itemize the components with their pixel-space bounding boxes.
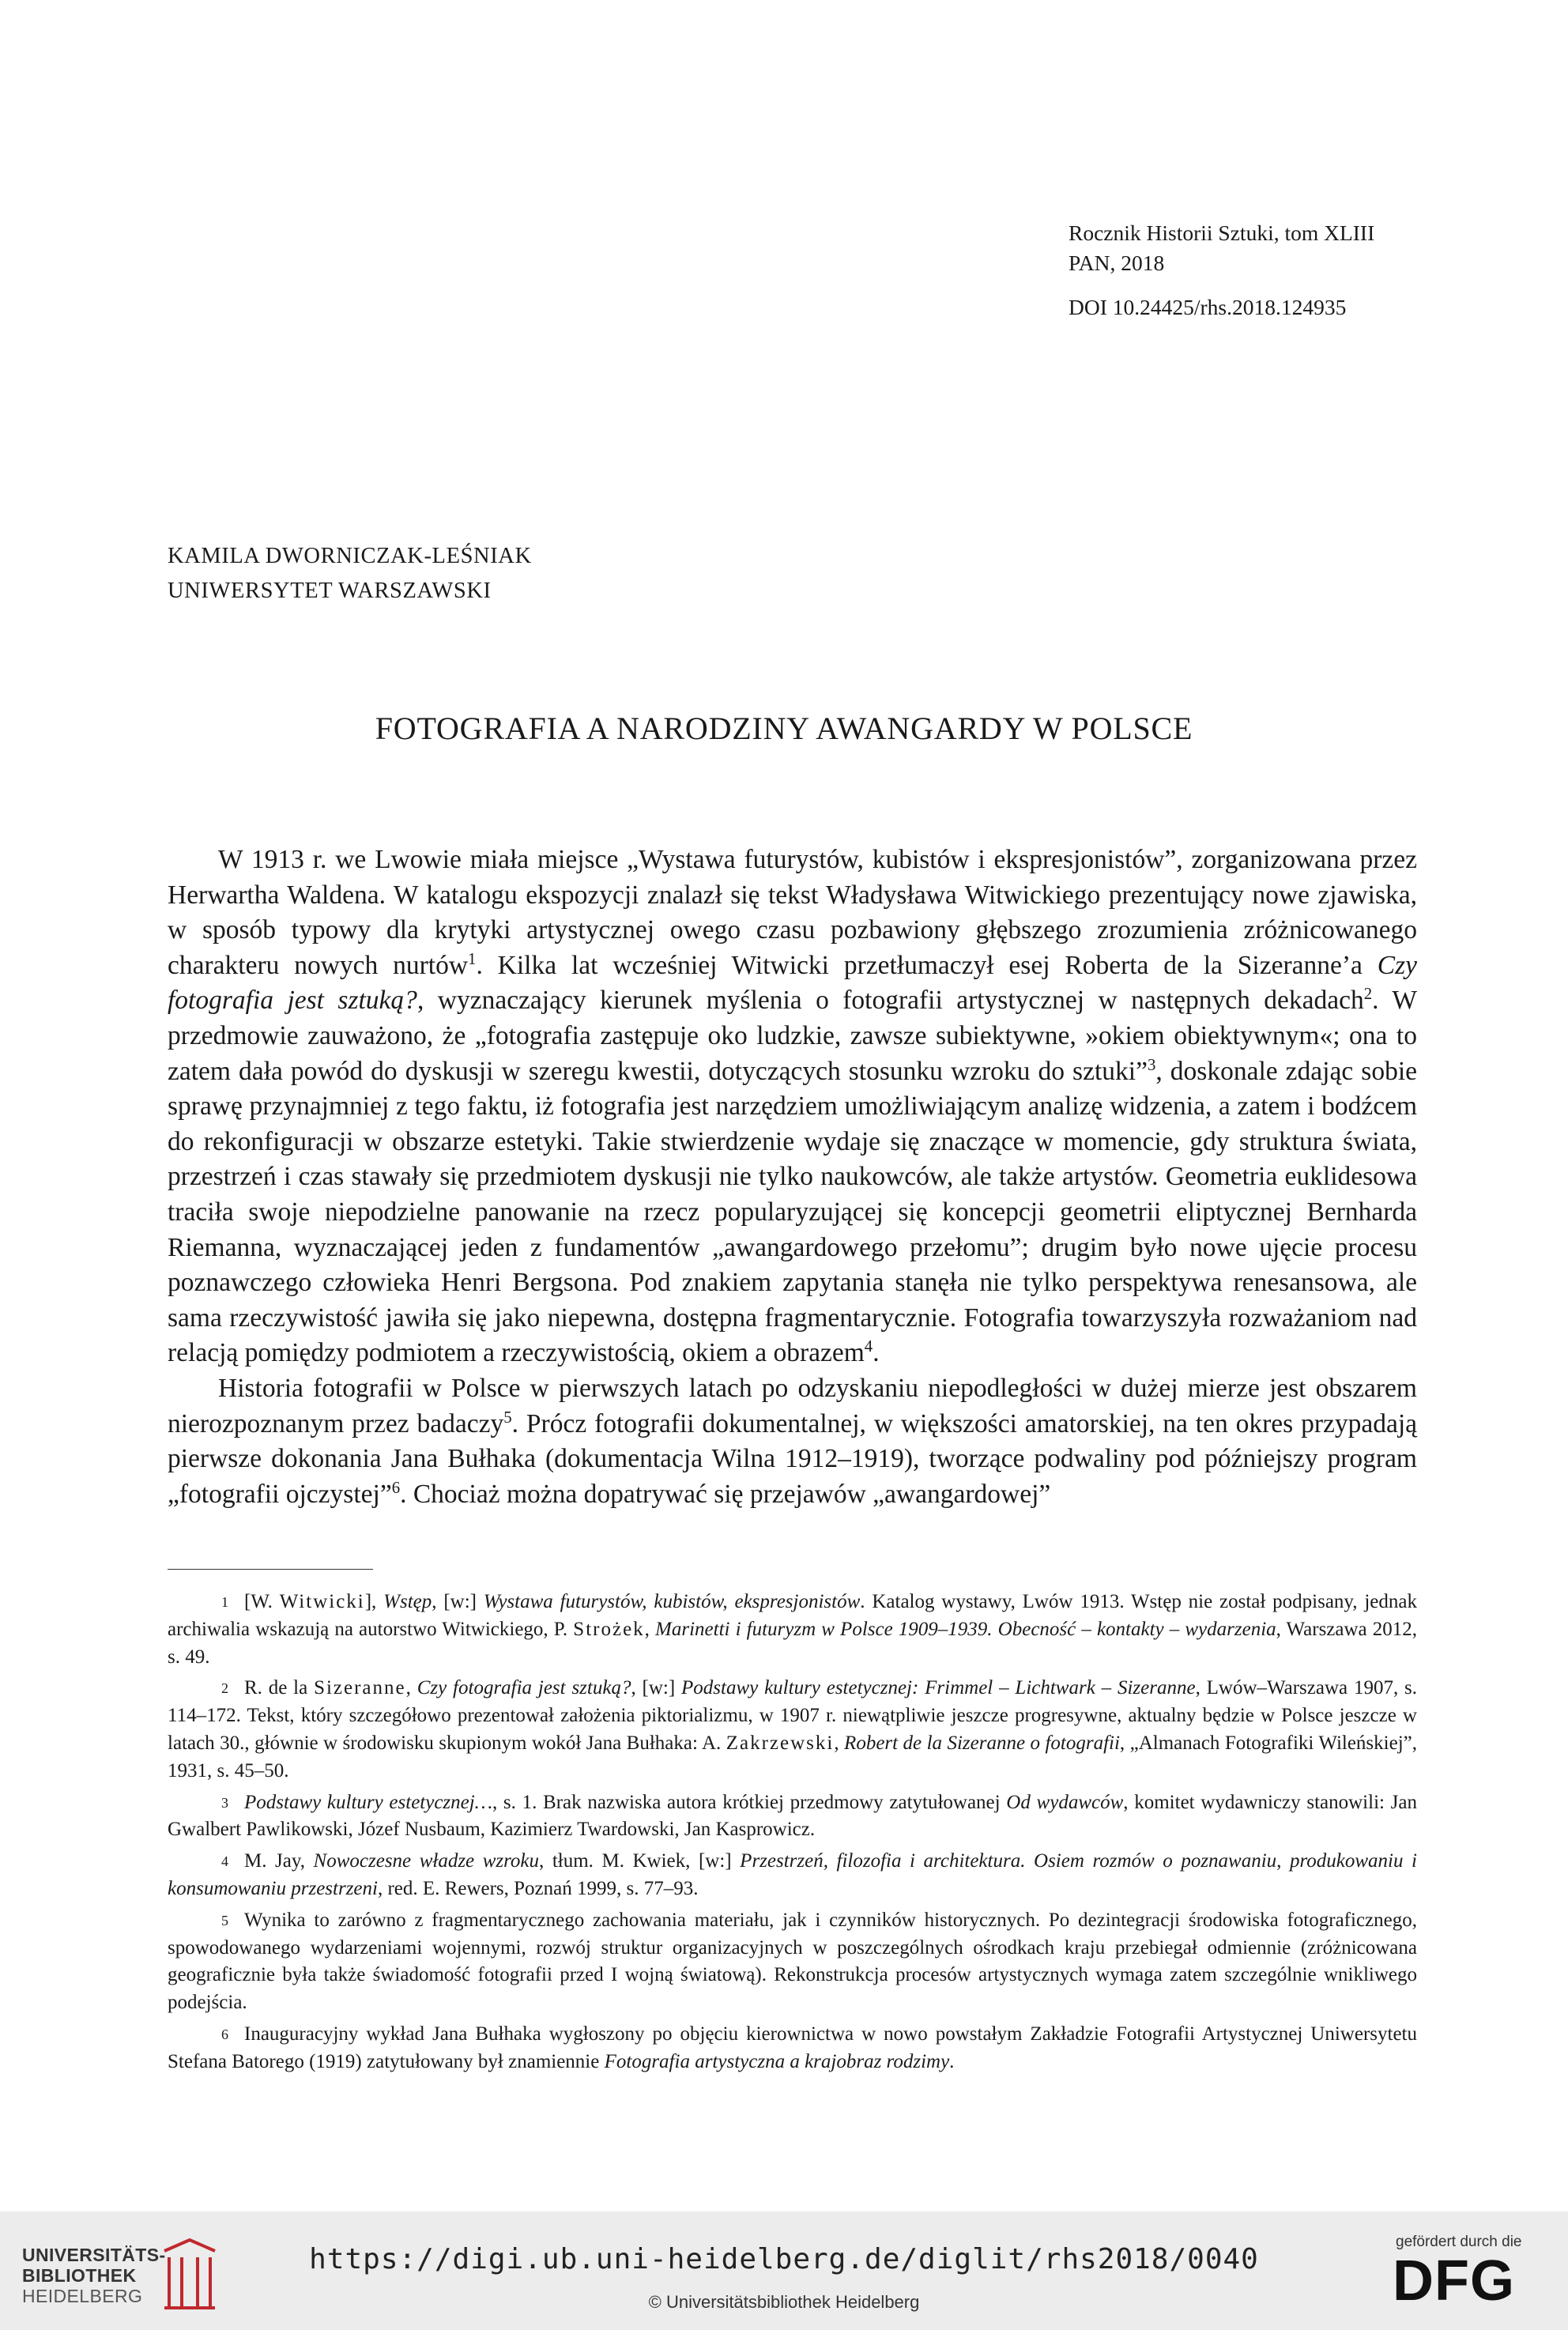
footnote-ref-6[interactable]: 6 [391,1478,401,1497]
author-affiliation: UNIWERSYTET WARSZAWSKI [168,579,492,603]
permalink-url[interactable]: https://digi.ub.uni-heidelberg.de/diglit/rhs2018/0040 [309,2243,1259,2275]
funder-note: gefördert durch die [1396,2234,1522,2250]
footnote-ref-4[interactable]: 4 [864,1337,873,1356]
journal-doi: DOI 10.24425/rhs.2018.124935 [1069,295,1347,319]
copyright-notice: © Universitätsbibliothek Heidelberg [648,2292,920,2312]
footnote-number: 1 [221,1594,228,1610]
footnote-ref-1[interactable]: 1 [468,949,477,968]
footnote-number: 4 [221,1853,228,1870]
library-name-line1: UNIVERSITÄTS- [22,2245,166,2265]
author-block [168,539,532,609]
article-title: FOTOGRAFIA A NARODZINY AWANGARDY W POLSCE [375,711,1193,746]
paragraph-2: Historia fotografii w Polsce w pierwszych latach po odzyskaniu niepodległości w dużej mierze jest obszarem nierozpoznanym przez badaczy$^5$. Prócz fotografii dokumentalnej, w większości amatorskiej, na ten okres przypadają pierwsze dokonania Jana Bułhaka (dokumentacja Wilna 1912–1919), tworzące podwaliny pod późniejszy program „fotografii ojczystej”$^6$. Chociaż można dopatrywać się przejawów „awangardowej” [168,1373,1418,1509]
dfg-logo[interactable]: DFG [1393,2249,1515,2313]
library-name-line3: HEIDELBERG [22,2286,143,2306]
author-name: KAMILA DWORNICZAK-LEŚNIAK [168,544,532,568]
footnote-ref-3[interactable]: 3 [1147,1055,1156,1074]
footnote-number: 2 [221,1680,228,1697]
journal-header [1069,218,1400,322]
footnote-divider [168,1569,373,1570]
footnote-5: 5 Wynika to zarówno z fragmentarycznego zachowania materiału, jak i czynników historycznych. Po dezintegracji środowiska fotograficznego, spowodowanego wydarzeniami wojennymi, rozwój struktur organizacyjnych w poszczególnych ośrodkach kraju przebiegał odmiennie (zróżnicowana geograficznie była także świadomość fotografii przed I wojną światową). Rekonstrukcja procesów artystycznych wymaga zatem szczególnie wnikliwego podejścia. [168,1907,1417,2017]
footnote-ref-5[interactable]: 5 [503,1408,512,1427]
footnote-2: 2 R. de la Sizeranne, Czy fotografia jest sztuką?, [w:] Podstawy kultury estetycznej: Frimmel – Lichtwark – Sizeranne, Lwów–Warszawa 1907, s. 114–172. Tekst, który szczegółowo prezentował założenia piktorializmu, w 1907 r. niewątpliwie jeszcze progresywne, aktualny będzie w Polsce jeszcze w latach 30., głównie w środowisku skupionym wokół Jana Bułhaka: A. Zakrzewski, Robert de la Sizeranne o fotografii, „Almanach Fotografiki Wileńskiej”, 1931, s. 45–50. [168,1675,1417,1785]
footnote-1: 1 [W. Witwicki], Wstęp, [w:] Wystawa futurystów, kubistów, ekspresjonistów. Katalog wystawy, Lwów 1913. Wstęp nie został podpisany, jednak archiwalia wskazują na autorstwo Witwickiego, P. Strożek, Marinetti i futuryzm w Polsce 1909–1939. Obecność – kontakty – wydarzenia, Warszawa 2012, s. 49. [168,1589,1417,1671]
footnote-number: 5 [221,1912,228,1928]
footnotes [168,1589,1417,2076]
footnote-6: 6 Inauguracyjny wykład Jana Bułhaka wygłoszony po objęciu kierownictwa w nowo powstałym Zakładzie Fotografii Artystycznej Uniwersytetu Stefana Batorego (1919) zatytułowany był znamiennie Fotografia artystyczna a krajobraz rodzimy. [168,2021,1417,2076]
paragraph-1: W 1913 r. we Lwowie miała miejsce „Wystawa futurystów, kubistów i ekspresjonistów”, zorganizowana przez Herwartha Waldena. W katalogu ekspozycji znalazł się tekst Władysława Witwickiego prezentujący nowe zjawiska, w sposób typowy dla krytyki artystycznej owego czasu pozbawiony głębszego zrozumienia zróżnicowanego charakteru nowych nurtów$^1$. Kilka lat wcześniej Witwicki przetłumaczył esej Roberta de la Sizeranne’a Czy fotografia jest sztuką?, wyznaczający kierunek myślenia o fotografii artystycznej w następnych dekadach$^2$. W przedmowie zauważono, że „fotografia zastępuje oko ludzkie, zawsze subiektywne, »okiem obiektywnym«; ona to zatem dała powód do dyskusji w szeregu kwestii, dotyczących stosunku wzroku do sztuki”$^3$, doskonale zdając sobie sprawę przynajmniej z tego faktu, iż fotografia jest narzędziem umożliwiającym analizę widzenia, a zatem i bodźcem do rekonfiguracji w obszarze estetyki. Takie stwierdzenie wydaje się znaczące w momencie, gdy struktura świata, przestrzeń i czas stawały się przedmiotem dyskusji nie tylko naukowców, ale także artystów. Geometria euklidesowa traciła swoje niepodzielne panowanie na rzecz popularyzującej się koncepcji geometrii eliptycznej Bernharda Riemanna, wyznaczającej jeden z fundamentów „awangardowego przełomu”; drugim było nowe ujęcie procesu poznawczego człowieka Henri Bergsona. Pod znakiem zapytania stanęła nie tylko perspektywa renesansowa, ale sama rzeczywistość jawiła się jako niepewna, dostępna fragmentarycznie. Fotografia towarzyszyła rozważaniom nad relacją pomiędzy podmiotem a rzeczywistością, okiem a obrazem$^4$. [168,845,1418,1368]
journal-title: Rocznik Historii Sztuki, tom XLIII [1069,221,1375,245]
footnote-number: 3 [221,1794,228,1811]
journal-publisher: PAN, 2018 [1069,251,1165,275]
footnote-number: 6 [221,2026,228,2042]
footnote-3: 3 Podstawy kultury estetycznej…, s. 1. Brak nazwiska autora krótkiej przedmowy zatytułowanej Od wydawców, komitet wydawniczy stanowili: Jan Gwalbert Pawlikowski, Józef Nusbaum, Kazimierz Twardowski, Jan Kasprowicz. [168,1789,1417,1845]
cited-title: Czy fotografia jest sztuką? [168,950,1417,1016]
article-body [168,843,1417,1512]
footnote-ref-2[interactable]: 2 [1363,985,1373,1004]
library-name-line2: BIBLIOTHEK [22,2265,137,2286]
footnote-4: 4 M. Jay, Nowoczesne władze wzroku, tłum. M. Kwiek, [w:] Przestrzeń, filozofia i architektura. Osiem rozmów o poznawaniu, produkowaniu i konsumowaniu przestrzeni, red. E. Rewers, Poznań 1999, s. 77–93. [168,1848,1417,1903]
